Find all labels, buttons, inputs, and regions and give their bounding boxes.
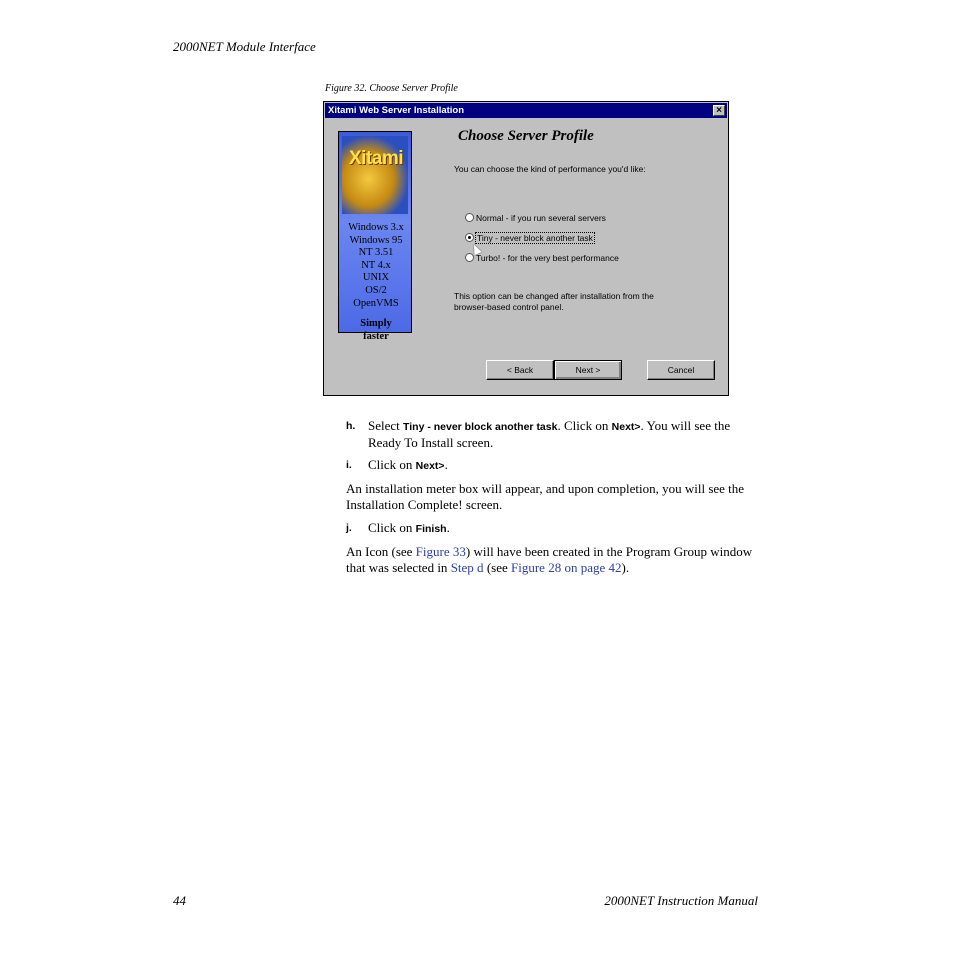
radio-tiny[interactable] [465,232,594,244]
dialog-titlebar [325,103,727,118]
icon-paragraph [346,544,766,576]
meter-paragraph: An installation meter box will appear, and upon completion, you will see the Installation Complete! screen. [346,481,745,512]
radio-label-normal: Normal - if you run several servers [476,213,606,223]
tagline-faster: faster [363,331,389,342]
platform-item: NT 4.x [361,259,391,271]
platform-item: Windows 95 [349,234,403,246]
link-figure-33[interactable]: Figure 33 [415,544,466,559]
dialog-heading: Choose Server Profile [458,128,594,144]
installer-dialog-screenshot [323,101,729,396]
cancel-button[interactable]: Cancel [647,360,715,380]
xitami-logo: Xitami [348,148,404,169]
step-text: Select [368,418,404,433]
ui-term-finish: Finish [415,523,447,535]
figure-caption: Figure 32. Choose Server Profile [325,83,458,94]
radio-unselected-icon[interactable] [465,253,474,262]
step-j [346,520,766,536]
tagline-simply: Simply [360,318,392,329]
platform-item: NT 3.51 [358,247,394,259]
step-text: Click on [368,520,416,535]
paragraph-text: ). [621,560,630,575]
dialog-title: Xitami Web Server Installation [328,105,465,116]
platform-item: Windows 3.x [348,222,404,233]
step-body [368,457,758,474]
radio-label-turbo: Turbo! - for the very best performance [476,253,619,263]
radio-label-tiny: Tiny - never block another task [477,233,593,243]
step-text: . [444,457,448,472]
step-h [346,418,766,452]
link-figure-28[interactable]: Figure 28 on page 42 [511,560,622,575]
paragraph-text: An Icon (see [346,544,416,559]
back-button[interactable]: < Back [486,360,554,380]
performance-prompt: You can choose the kind of performance you'd like: [454,164,646,174]
paragraph-text: ) will have been created in the Program Group window that was selected in [346,544,753,575]
step-text: . Click on [557,418,612,433]
option-note-line-1: This option can be changed after installation from the [454,291,654,301]
radio-unselected-icon[interactable] [465,213,474,222]
platform-item: OpenVMS [353,297,399,309]
platform-list [339,222,413,310]
link-step-d[interactable]: Step d [450,560,484,575]
ui-term-next: Next> [611,421,641,433]
step-text: . You will see the Ready To Install screen. [368,418,731,450]
step-letter: i. [346,459,352,471]
close-icon[interactable]: × [713,105,725,116]
next-button[interactable]: Next > [554,360,622,380]
ui-term-next: Next> [415,460,445,472]
platform-item: OS/2 [365,284,387,296]
page-number: 44 [173,893,186,908]
manual-title: 2000NET Instruction Manual [604,893,758,908]
radio-turbo[interactable] [465,252,619,264]
platform-item: UNIX [362,272,390,284]
paragraph-text: (see [483,560,511,575]
ui-term-tiny: Tiny - never block another task [403,421,558,433]
running-header: 2000NET Module Interface [173,39,316,54]
step-letter: h. [346,420,356,432]
option-note-line-2: browser-based control panel. [454,302,564,312]
step-body [368,520,758,537]
xitami-side-panel [338,131,412,342]
step-i [346,457,766,473]
step-text: Click on [368,457,416,472]
step-letter: j. [346,522,352,534]
step-body [368,418,758,451]
radio-normal[interactable] [465,212,606,224]
radio-selected-icon[interactable] [465,233,474,242]
step-text: . [446,520,450,535]
